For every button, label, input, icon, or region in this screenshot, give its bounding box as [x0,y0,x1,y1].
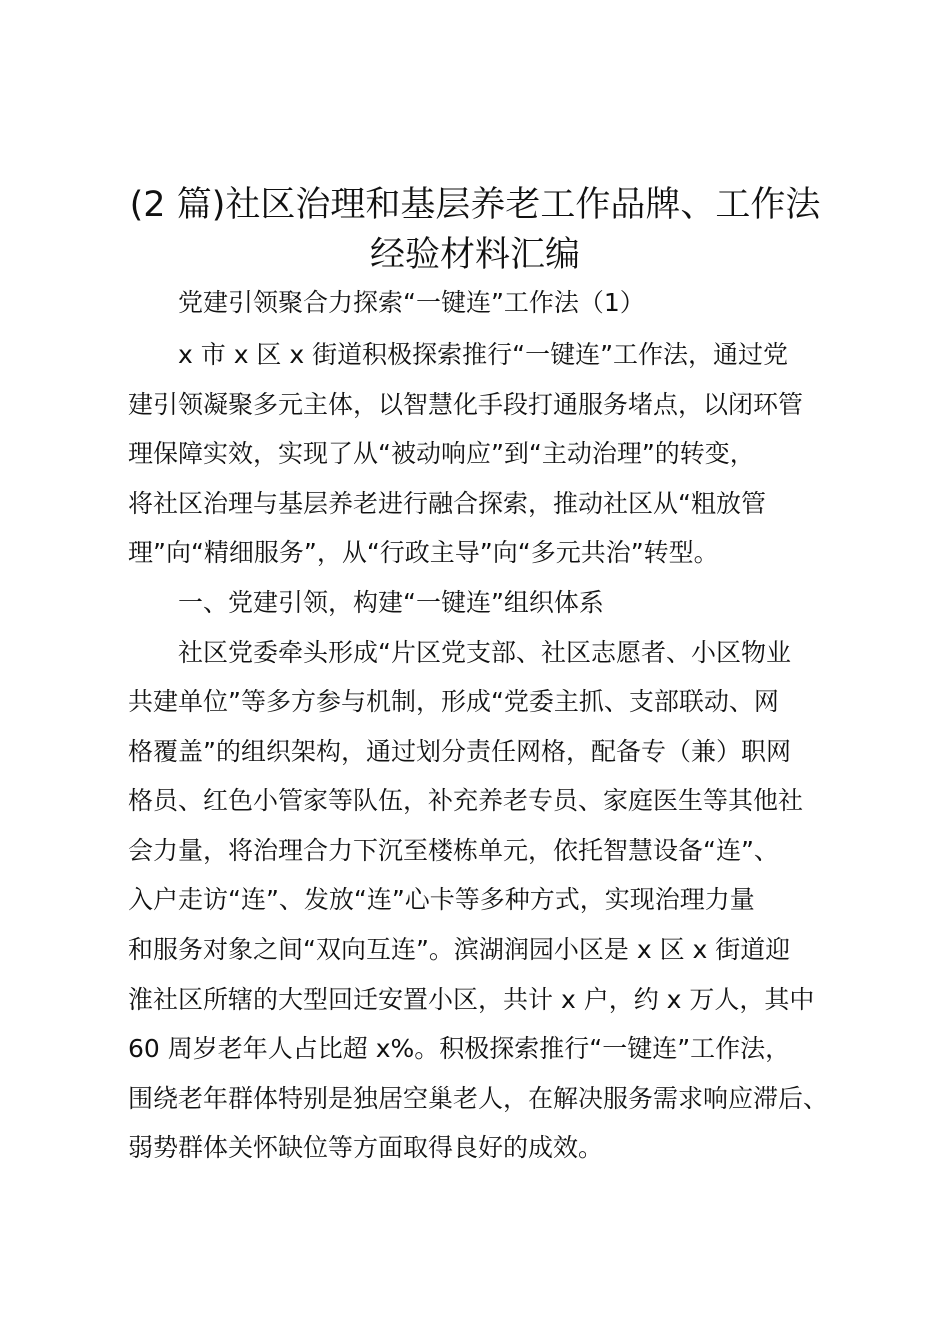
paragraph-line: 会力量，将治理合力下沉至楼栋单元，依托智慧设备“连”、 [128,836,779,865]
paragraph-line: 入户走访“连”、发放“连”心卡等多种方式，实现治理力量 [128,885,755,914]
paragraph-line: 社区党委牵头形成“片区党支部、社区志愿者、小区物业 [178,638,791,667]
paragraph-line: 理”向“精细服务”，从“行政主导”向“多元共治”转型。 [128,538,719,567]
paragraph-line: 共建单位”等多方参与机制，形成“党委主抓、支部联动、网 [128,687,779,716]
paragraph-line: 弱势群体关怀缺位等方面取得良好的成效。 [128,1133,604,1162]
paragraph-line: 格员、红色小管家等队伍，补充养老专员、家庭医生等其他社 [128,786,804,815]
paragraph-line: x 市 x 区 x 街道积极探索推行“一键连”工作法，通过党 [178,340,789,369]
paragraph-line: 和服务对象之间“双向互连”。滨湖润园小区是 x 区 x 街道迎 [128,935,791,964]
paragraph-line: 理保障实效，实现了从“被动响应”到“主动治理”的转变， [128,439,755,468]
document-title-line-2: 经验材料汇编 [369,235,580,275]
section-heading: 一、党建引领，构建“一键连”组织体系 [178,588,604,617]
paragraph-line: 格覆盖”的组织架构，通过划分责任网格，配备专（兼）职网 [128,737,791,766]
document-title-line-1: (2 篇)社区治理和基层养老工作品牌、工作法 [129,185,821,225]
subtitle-heading: 党建引领聚合力探索“一键连”工作法（1） [178,288,645,317]
paragraph-line: 建引领凝聚多元主体，以智慧化手段打通服务堵点，以闭环管 [128,390,804,419]
paragraph-line: 围绕老年群体特别是独居空巢老人，在解决服务需求响应滞后、 [128,1084,829,1113]
paragraph-line: 淮社区所辖的大型回迁安置小区，共计 x 户，约 x 万人，其中 [128,985,815,1014]
paragraph-line: 60 周岁老年人占比超 x%。积极探索推行“一键连”工作法， [128,1034,791,1063]
paragraph-line: 将社区治理与基层养老进行融合探索，推动社区从“粗放管 [128,489,766,518]
